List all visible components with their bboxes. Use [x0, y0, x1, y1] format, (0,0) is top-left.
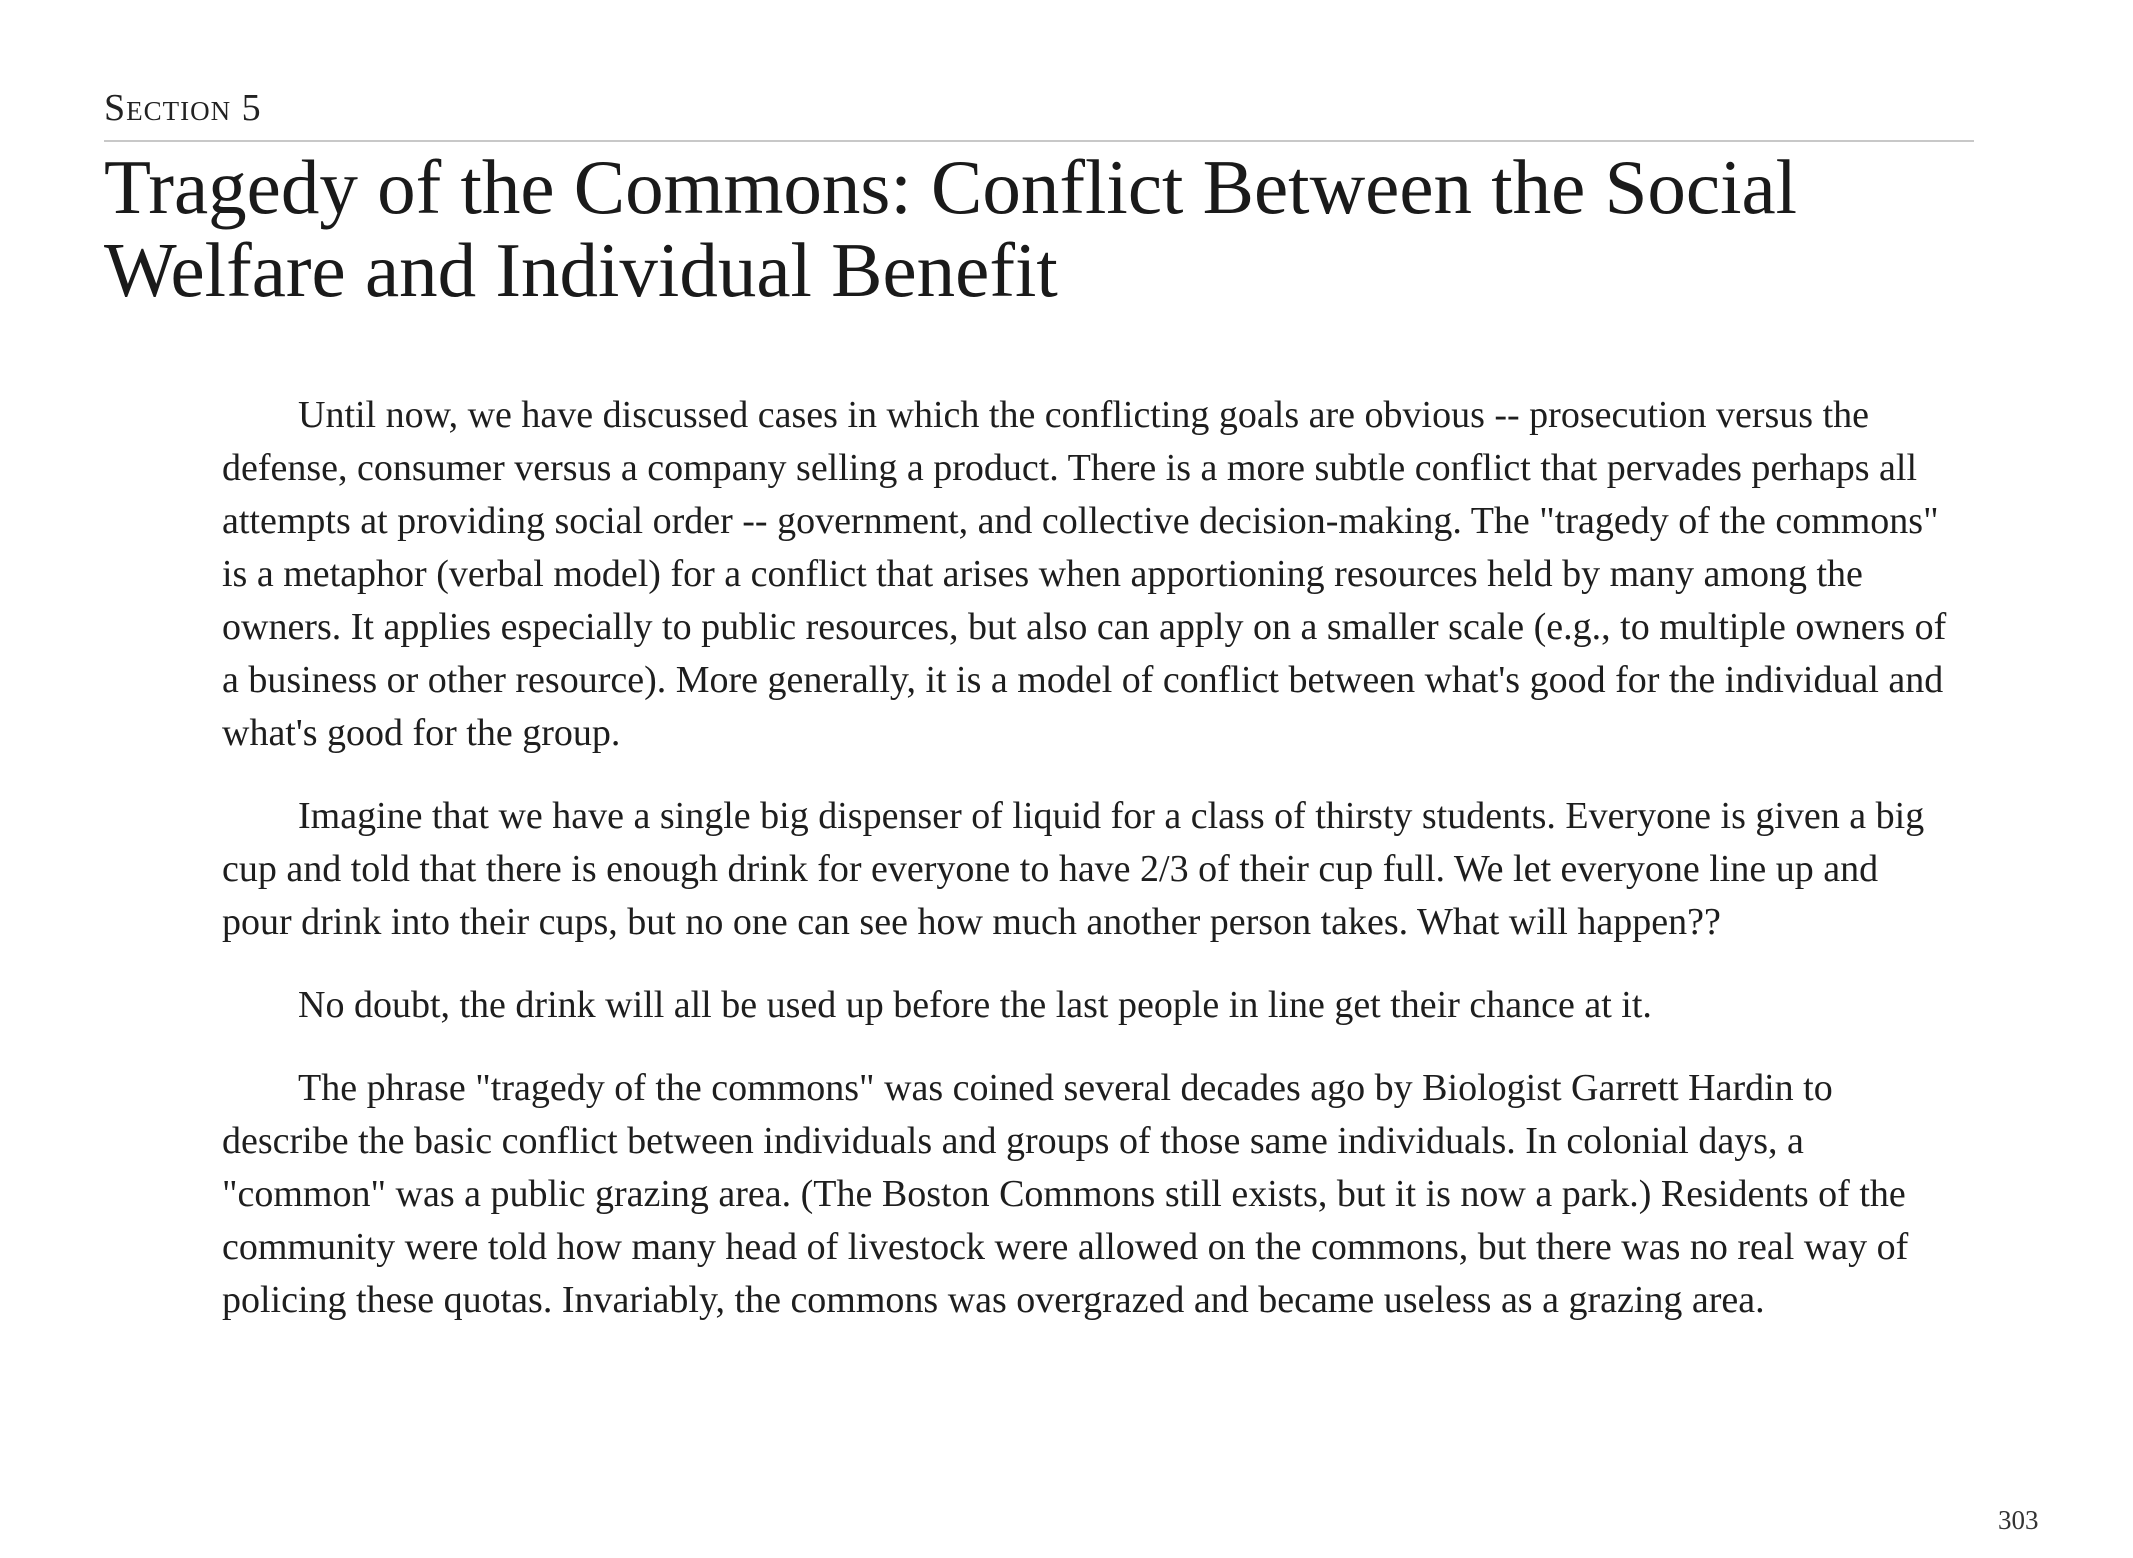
page-number: 303: [1998, 1505, 2039, 1535]
section-label: Section 5: [104, 87, 262, 129]
paragraph-2: Imagine that we have a single big dispenser of liquid for a class of thirsty students. Everyone is given a big cup and told that there is enough drink for everyone to have 2/3 of their cup full. We let everyone line up and pour drink into their cups, but no one can see how much another person takes. What will happen??: [222, 795, 1925, 943]
page-title: Tragedy of the Commons: Conflict Between the Social Welfare and Individual Benefit: [104, 144, 1798, 313]
body-text: [222, 389, 1948, 1357]
section-divider: [104, 140, 1974, 142]
paragraph-4: The phrase "tragedy of the commons" was coined several decades ago by Biologist Garrett Hardin to describe the basic conflict between individuals and groups of those same individuals. In colonial days, a "common" was a public grazing area. (The Boston Commons still exists, but it is now a park.) Residents of the community were told how many head of livestock were allowed on the commons, but there was no real way of policing these quotas. Invariably, the commons was overgrazed and became useless as a grazing area.: [222, 1067, 1909, 1321]
paragraph-1: Until now, we have discussed cases in which the conflicting goals are obvious -- prosecution versus the defense, consumer versus a company selling a product. There is a more subtle conflict that pervades perhaps all attempts at providing social order -- government, and collective decision-making. The "tragedy of the commons" is a metaphor (verbal model) for a conflict that arises when apportioning resources held by many among the owners. It applies especially to public resources, but also can apply on a smaller scale (e.g., to multiple owners of a business or other resource). More generally, it is a model of conflict between what's good for the individual and what's good for the group.: [222, 394, 1947, 754]
paragraph-3: No doubt, the drink will all be used up before the last people in line get their chance at it.: [298, 984, 1652, 1026]
